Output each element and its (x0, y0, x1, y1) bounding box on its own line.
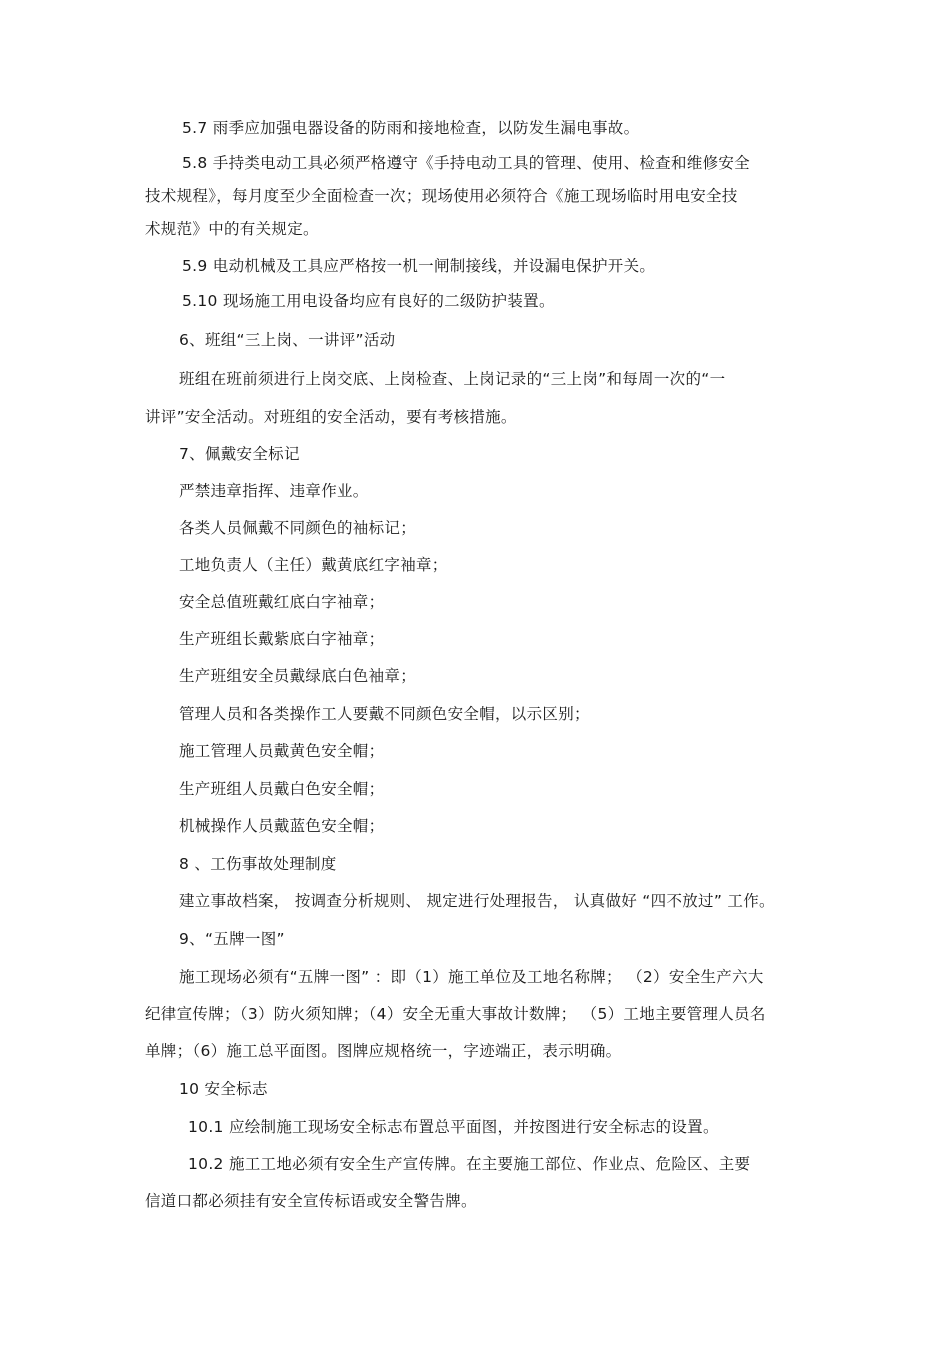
text-line: 信道口都必须挂有安全宣传标语或安全警告牌。 (145, 1192, 477, 1210)
text-line: 机械操作人员戴蓝色安全帽； (179, 817, 385, 835)
section-heading: 8 、工伤事故处理制度 (179, 855, 337, 873)
text-line: 班组在班前须进行上岗交底、上岗检查、上岗记录的“三上岗”和每周一次的“一 (179, 370, 726, 388)
text-line: 10.2 施工工地必须有安全生产宣传牌。在主要施工部位、作业点、危险区、主要 (188, 1155, 751, 1173)
text-line: 施工管理人员戴黄色安全帽； (179, 742, 385, 760)
text-line: 各类人员佩戴不同颜色的袖标记； (179, 519, 417, 537)
section-heading: 6、班组“三上岗、一讲评”活动 (179, 331, 396, 349)
section-heading: 9、“五牌一图” (179, 930, 285, 948)
text-line: 5.7 雨季应加强电器设备的防雨和接地检查，以防发生漏电事故。 (182, 119, 640, 137)
text-line: 安全总值班戴红底白字袖章； (179, 593, 385, 611)
text-line: 建立事故档案， 按调查分析规则、 规定进行处理报告， 认真做好 “四不放过” 工作。 (179, 892, 775, 910)
text-line: 工地负责人（主任）戴黄底红字袖章； (179, 556, 448, 574)
section-heading: 7、佩戴安全标记 (179, 445, 300, 463)
text-line: 施工现场必须有“五牌一图” ：即（1）施工单位及工地名称牌； （2）安全生产六大 (179, 968, 764, 986)
text-line: 技术规程》，每月度至少全面检查一次；现场使用必须符合《施工现场临时用电安全技 (145, 187, 738, 205)
text-line: 5.10 现场施工用电设备均应有良好的二级防护装置。 (182, 292, 555, 310)
section-heading: 10 安全标志 (179, 1080, 268, 1098)
text-line: 生产班组长戴紫底白字袖章； (179, 630, 385, 648)
text-line: 纪律宣传牌；（3）防火须知牌；（4）安全无重大事故计数牌； （5）工地主要管理人员名 (145, 1005, 766, 1023)
text-line: 10.1 应绘制施工现场安全标志布置总平面图，并按图进行安全标志的设置。 (188, 1118, 719, 1136)
text-line: 5.9 电动机械及工具应严格按一机一闸制接线，并设漏电保护开关。 (182, 257, 656, 275)
text-line: 术规范》中的有关规定。 (145, 220, 319, 238)
text-line: 管理人员和各类操作工人要戴不同颜色安全帽，以示区别； (179, 705, 590, 723)
text-line: 5.8 手持类电动工具必须严格遵守《手持电动工具的管理、使用、检查和维修安全 (182, 154, 750, 172)
text-line: 生产班组人员戴白色安全帽； (179, 780, 385, 798)
text-line: 严禁违章指挥、违章作业。 (179, 482, 369, 500)
text-line: 讲评”安全活动。对班组的安全活动，要有考核措施。 (145, 408, 517, 426)
text-line: 生产班组安全员戴绿底白色袖章； (179, 667, 417, 685)
text-line: 单牌；（6）施工总平面图。图牌应规格统一，字迹端正，表示明确。 (145, 1042, 622, 1060)
